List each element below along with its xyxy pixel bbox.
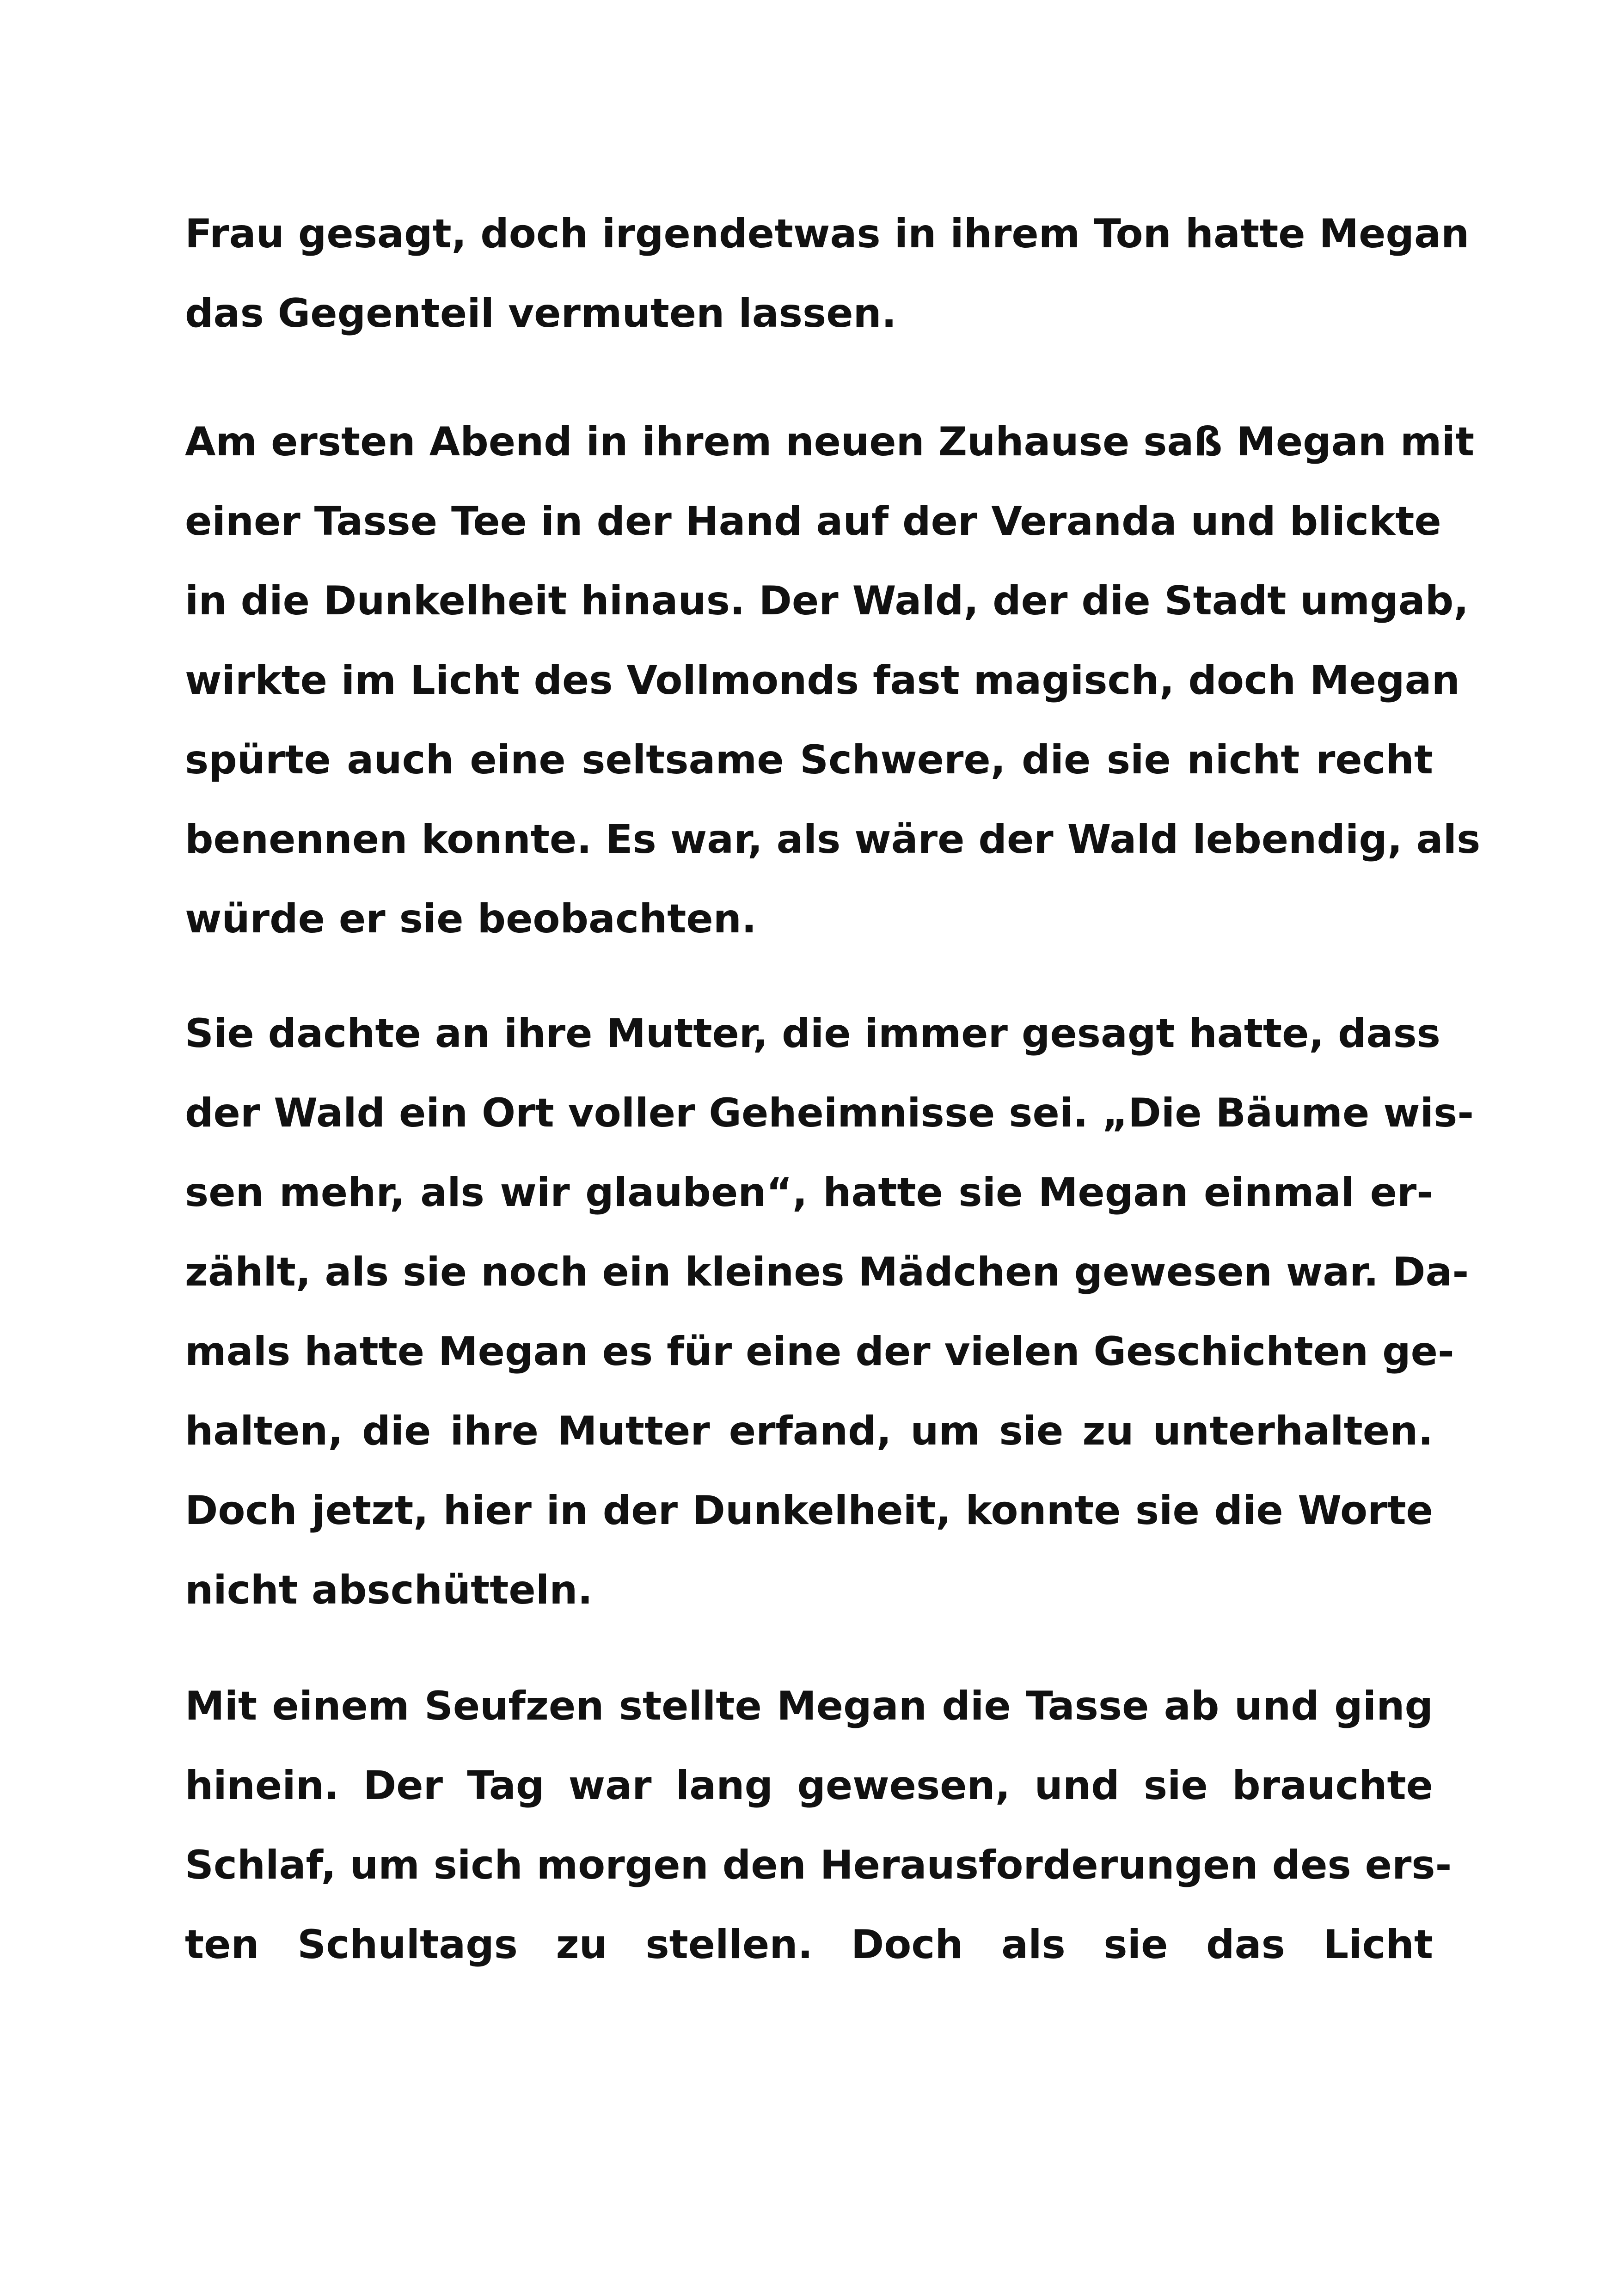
text-line: in die Dunkelheit hinaus. Der Wald, der die Stadt umgab, (185, 578, 1469, 624)
text-line: mals hatte Megan es für eine der vielen Geschichten ge- (185, 1329, 1454, 1375)
text-line: sen mehr, als wir glauben“, hatte sie Megan einmal er- (185, 1169, 1433, 1216)
paragraph (185, 194, 1470, 353)
text-line: wirkte im Licht des Vollmonds fast magisch, doch Megan (185, 657, 1460, 704)
text-line: Mit einem Seufzen stellte Megan die Tasse ab und ging (185, 1683, 1433, 1729)
text-line: würde er sie beobachten. (185, 896, 757, 942)
paragraph (185, 402, 1481, 959)
text-line: der Wald ein Ort voller Geheimnisse sei. „Die Bäume wis- (185, 1090, 1474, 1136)
text-line: Am ersten Abend in ihrem neuen Zuhause saß Megan mit (185, 419, 1475, 465)
text-line: spürte auch eine seltsame Schwere, die sie nicht recht (185, 737, 1433, 783)
paragraph (185, 994, 1474, 1630)
text-line: Doch jetzt, hier in der Dunkelheit, konnte sie die Worte (185, 1488, 1433, 1534)
paragraph (185, 1666, 1452, 1984)
text-line: ten Schultags zu stellen. Doch als sie das Licht (185, 1922, 1433, 1968)
text-line: benennen konnte. Es war, als wäre der Wald lebendig, als (185, 816, 1481, 863)
text-line: Frau gesagt, doch irgendetwas in ihrem Ton hatte Megan (185, 211, 1470, 257)
text-line: Schlaf, um sich morgen den Herausforderungen des ers- (185, 1842, 1452, 1888)
text-line: einer Tasse Tee in der Hand auf der Veranda und blickte (185, 498, 1441, 545)
text-line: zählt, als sie noch ein kleines Mädchen gewesen war. Da- (185, 1249, 1469, 1295)
text-line: hinein. Der Tag war lang gewesen, und sie brauchte (185, 1763, 1433, 1809)
text-line: nicht abschütteln. (185, 1567, 593, 1613)
text-line: halten, die ihre Mutter erfand, um sie zu unterhalten. (185, 1408, 1433, 1454)
text-line: das Gegenteil vermuten lassen. (185, 290, 897, 337)
text-line: Sie dachte an ihre Mutter, die immer gesagt hatte, dass (185, 1010, 1440, 1057)
